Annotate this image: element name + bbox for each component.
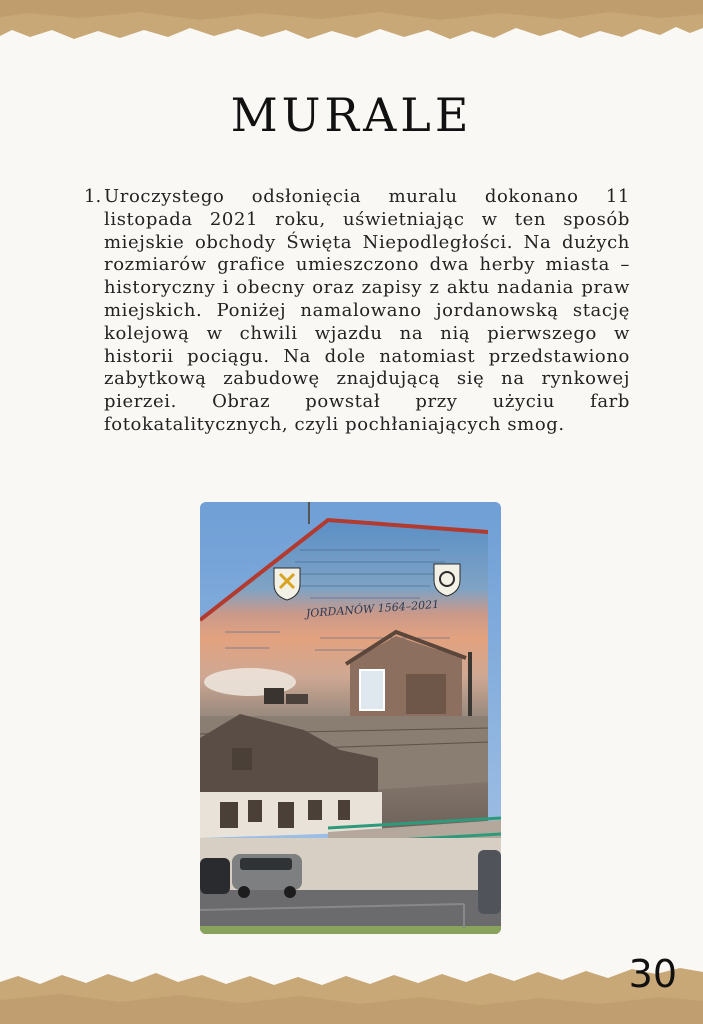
mural-photo <box>200 502 501 934</box>
page-title: MURALE <box>230 88 473 142</box>
torn-paper-top <box>0 0 703 60</box>
list-item <box>84 186 630 437</box>
page-number: 30 <box>628 952 677 996</box>
list-item-number: 1. <box>84 186 102 207</box>
list-item-text: Uroczystego odsłonięcia muralu dokonano 11 listopada 2021 roku, uświetniając w ten sposób miejskie obchody Święta Niepodległości. Na dużych rozmiarów grafice umieszczono dwa herby miasta – historyczny i obecny oraz zapisy z aktu nadania praw miejskich. Poniżej namalowano jordanowską stację kolejową w chwili wjazdu na nią pierwszego w historii pociągu. Na dole natomiast przedstawiono zabytkową zabudowę znajdującą się na rynkowej pierzei. Obraz powstał przy użyciu farb fotokatalitycznych, czyli pochłaniających smog. <box>104 186 630 435</box>
mural-inscription: JORDANÓW 1564–2021 <box>305 597 440 621</box>
torn-paper-bottom <box>0 960 703 1024</box>
mural-description-list <box>84 186 630 437</box>
